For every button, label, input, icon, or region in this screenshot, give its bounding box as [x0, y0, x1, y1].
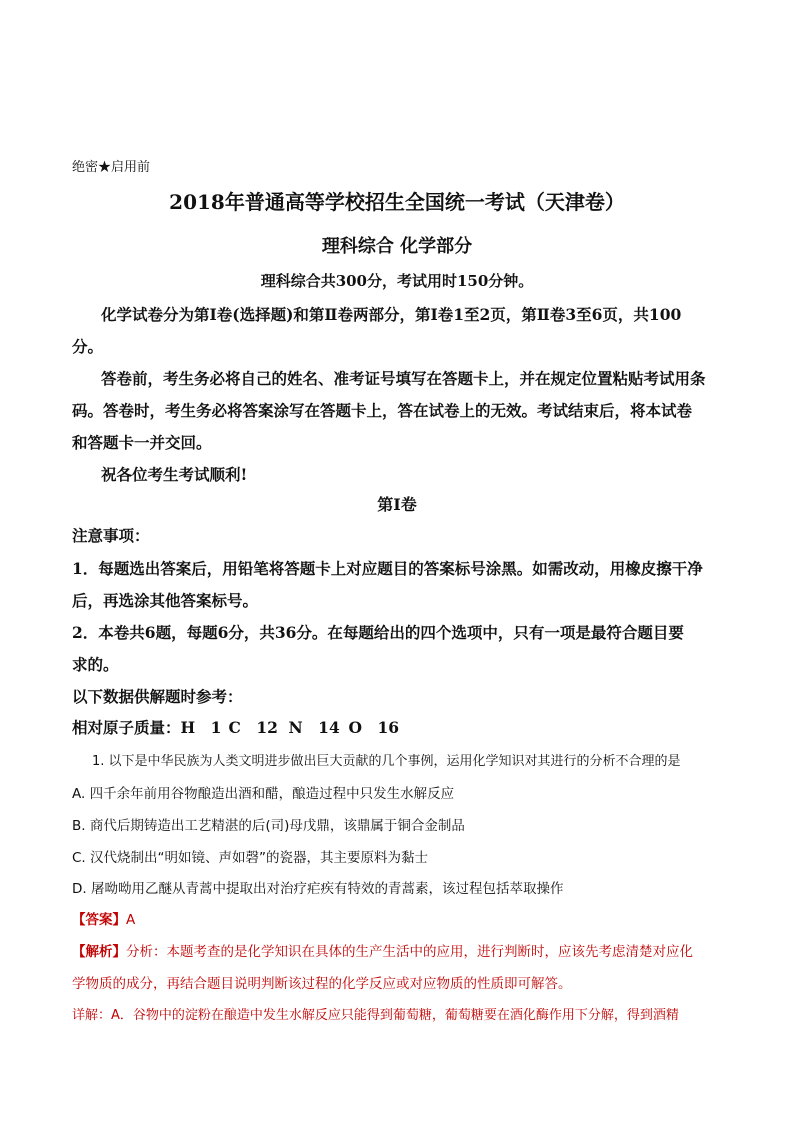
answer-tag: 【答案】: [72, 912, 126, 928]
analysis-text-1: 分析：本题考查的是化学知识在具体的生产生活中的应用，进行判断时，应该先考虑清楚对应化: [126, 944, 693, 960]
analysis-line1: [72, 940, 693, 960]
wish-text: 祝各位考生考试顺利!: [101, 465, 248, 484]
atomic-mass-label: 相对原子质量：: [72, 718, 181, 737]
intro-para2-line3: 和答题卡一并交回。: [72, 433, 212, 452]
question1-stem: 1. 以下是中华民族为人类文明进步做出巨大贡献的几个事例，运用化学知识对其进行的分析不合理的是: [92, 754, 681, 769]
subject-title: 理科综合 化学部分: [321, 236, 473, 257]
option-d: D. 屠呦呦用乙醚从青蒿中提取出对治疗疟疾有特效的青蒿素，该过程包括萃取操作: [72, 881, 564, 897]
intro-para1-line2: 分。: [72, 337, 104, 356]
notes-title: 注意事项：: [72, 526, 150, 545]
analysis-tag: 【解析】: [72, 944, 126, 960]
option-b: B. 商代后期铸造出工艺精湛的后(司)母戊鼎，该鼎属于铜合金制品: [72, 818, 465, 834]
score-time: 理科综合共300分，考试用时150分钟。: [260, 272, 534, 290]
secret-label: 绝密★启用前: [72, 160, 151, 175]
answer-value: A: [126, 912, 136, 928]
mass-n: N 14: [288, 718, 340, 737]
answer-row: [72, 908, 135, 928]
note2-line2: 求的。: [72, 655, 119, 674]
reference-title: 以下数据供解题时参考：: [72, 687, 243, 706]
intro-para2-line1: 答卷前，考生务必将自己的姓名、准考证号填写在答题卡上，并在规定位置粘贴考试用条: [101, 369, 706, 388]
mass-h: H 1: [180, 718, 222, 737]
exam-title: 2018年普通高等学校招生全国统一考试（天津卷）: [169, 190, 625, 214]
intro-para2-line2: 码。答卷时，考生务必将答案涂写在答题卡上，答在试卷上的无效。考试结束后，将本试卷: [72, 401, 693, 420]
detail-line1: 详解：A．谷物中的淀粉在酿造中发生水解反应只能得到葡萄糖，葡萄糖要在酒化酶作用下分解，得到酒精: [72, 1008, 679, 1023]
option-a: A. 四千余年前用谷物酿造出酒和醋，酿造过程中只发生水解反应: [72, 786, 455, 802]
mass-c: C 12: [228, 718, 278, 737]
note1-line2: 后，再选涂其他答案标号。: [72, 591, 259, 610]
note1-line1: 1．每题选出答案后，用铅笔将答题卡上对应题目的答案标号涂黑。如需改动，用橡皮擦干净: [72, 559, 703, 578]
note2-line1: 2．本卷共6题，每题6分，共36分。在每题给出的四个选项中，只有一项是最符合题目要: [72, 623, 684, 642]
option-c: C. 汉代烧制出“明如镜、声如磬”的瓷器，其主要原料为黏士: [72, 850, 428, 866]
intro-para1-line1: 化学试卷分为第Ⅰ卷(选择题)和第Ⅱ卷两部分，第Ⅰ卷1至2页，第Ⅱ卷3至6页，共100: [101, 305, 682, 324]
mass-o: O 16: [348, 718, 400, 737]
volume-heading: 第Ⅰ卷: [377, 495, 417, 514]
analysis-line2: 学物质的成分，再结合题目说明判断该过程的化学反应或对应物质的性质即可解答。: [72, 976, 572, 992]
atomic-mass-row: [72, 716, 399, 738]
